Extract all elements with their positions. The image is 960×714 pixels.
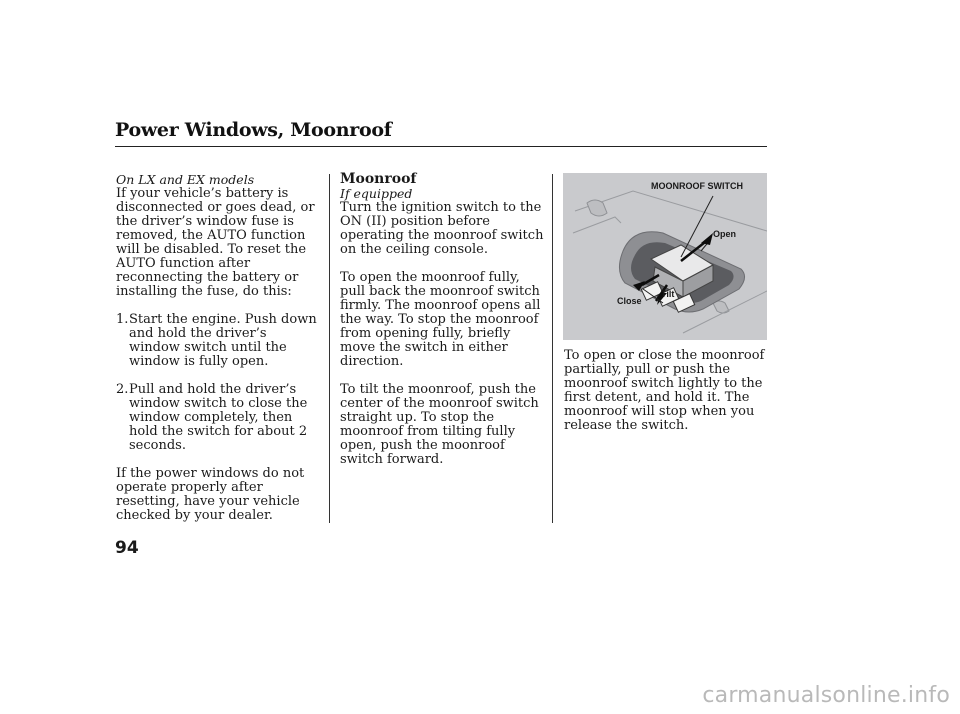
list-item — [116, 313, 321, 369]
moonroof-para-1: Turn the ignition switch to the ON (II) position before operating the moonroof switch on the ceiling console. — [340, 200, 544, 257]
moonroof-para-3: To tilt the moonroof, push the center of the moonroof switch straight up. To stop the moonroof from tilting fully open, push the moonroof switch forward. — [340, 382, 539, 467]
column-divider-2 — [552, 174, 553, 523]
watermark: carmanualsonline.info — [702, 683, 950, 708]
moonroof-para-2: To open the moonroof fully, pull back the moonroof switch firmly. The moonroof opens all the way. To stop the moonroof from opening fully, briefly move the switch in either direction. — [340, 270, 541, 369]
step-text: Start the engine. Push down and hold the driver’s window switch until the window is fully open. — [129, 312, 317, 369]
section-heading: Moonroof — [340, 171, 417, 187]
label-close: Close — [617, 296, 642, 306]
label-open: Open — [713, 229, 737, 239]
column-3 — [564, 349, 770, 433]
model-note: On LX and EX models — [116, 172, 255, 187]
moonroof-switch-figure — [563, 173, 767, 340]
equip-note: If equipped — [340, 186, 413, 201]
label-tilt: Tilt — [661, 289, 675, 299]
column-2 — [340, 172, 547, 467]
list-item — [116, 383, 321, 453]
moonroof-switch-illustration — [563, 173, 767, 340]
header-rule — [115, 146, 767, 147]
reset-outro: If the power windows do not operate properly after resetting, have your vehicle checked by your dealer. — [116, 466, 305, 523]
page-title: Power Windows, Moonroof — [115, 119, 392, 141]
column-divider-1 — [329, 174, 330, 523]
step-number: 1. — [116, 312, 129, 327]
column-1 — [116, 173, 321, 523]
reset-intro: If your vehicle’s battery is disconnected or goes dead, or the driver’s window fuse is removed, the AUTO function will be disabled. To reset the AUTO function after reconnecting the battery or installing the fuse, do this: — [116, 186, 315, 299]
figure-title: MOONROOF SWITCH — [651, 181, 743, 191]
partial-operation-para: To open or close the moonroof partially, pull or push the moonroof switch lightly to the first detent, and hold it. The moonroof will stop when you release the switch. — [564, 348, 765, 433]
step-text: Pull and hold the driver’s window switch to close the window completely, then hold the switch for about 2 seconds. — [129, 382, 308, 453]
step-number: 2. — [116, 382, 129, 397]
page-number: 94 — [115, 538, 139, 558]
